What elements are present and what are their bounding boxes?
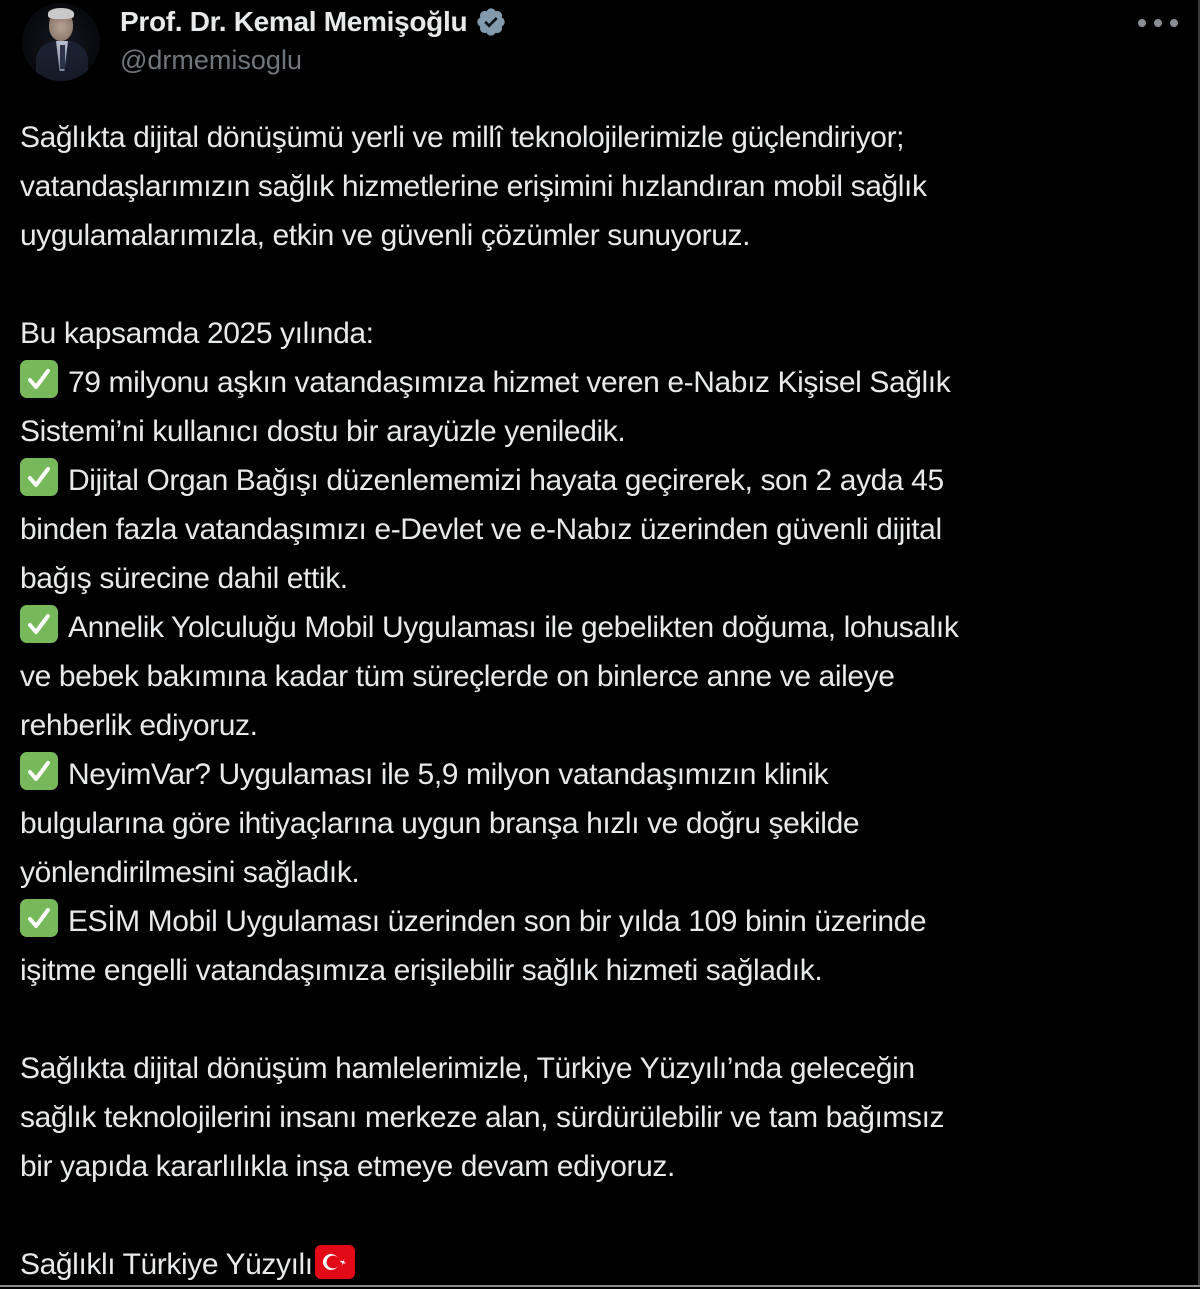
signoff-line	[20, 1240, 1190, 1289]
avatar-hair	[48, 8, 74, 19]
more-options-button[interactable]	[1138, 12, 1178, 34]
tweet-header	[0, 0, 1200, 100]
verified-badge-icon[interactable]	[475, 6, 507, 38]
signoff-text: Sağlıklı Türkiye Yüzyılı	[20, 1248, 313, 1281]
author-display-name[interactable]: Prof. Dr. Kemal Memişoğlu	[120, 6, 468, 37]
list-item-text: 79 milyonu aşkın vatandaşımıza hizmet veren e-Nabız Kişisel Sağlık	[68, 366, 951, 399]
list-item	[20, 750, 1190, 799]
more-horizontal-icon-dot	[1170, 19, 1178, 27]
text-line: vatandaşlarımızın sağlık hizmetlerine erişimini hızlandıran mobil sağlık	[20, 170, 927, 203]
list-item-text: ESİM Mobil Uygulaması üzerinden son bir yılda 109 binin üzerinde	[68, 905, 927, 938]
author-name-row	[120, 4, 507, 40]
turkey-flag-icon	[315, 1245, 355, 1279]
list-heading: Bu kapsamda 2025 yılında:	[20, 317, 374, 350]
more-horizontal-icon-dot	[1138, 19, 1146, 27]
list-item	[20, 456, 1190, 505]
tweet-text	[20, 113, 1190, 1289]
check-mark-icon	[20, 752, 58, 790]
list-item-text: NeyimVar? Uygulaması ile 5,9 milyon vatandaşımızın klinik	[68, 758, 829, 791]
list-item-text: Annelik Yolculuğu Mobil Uygulaması ile gebelikten doğuma, lohusalık	[68, 611, 959, 644]
author-handle[interactable]: @drmemisoglu	[120, 45, 302, 75]
paragraph-gap	[20, 260, 1190, 309]
paragraph-gap	[20, 1191, 1190, 1240]
text-line: Sağlıkta dijital dönüşümü yerli ve millî teknolojilerimizle güçlendiriyor;	[20, 121, 905, 154]
text-line: sağlık teknolojilerini insanı merkeze alan, sürdürülebilir ve tam bağımsız	[20, 1101, 945, 1134]
avatar[interactable]	[22, 3, 100, 81]
list-item	[20, 358, 1190, 407]
more-horizontal-icon-dot	[1154, 19, 1162, 27]
text-line: bağış sürecine dahil ettik.	[20, 562, 348, 595]
signoff-paragraph	[20, 1240, 1190, 1289]
closing-paragraph	[20, 1044, 1190, 1191]
check-mark-icon	[20, 458, 58, 496]
avatar-tie	[60, 45, 65, 69]
intro-paragraph	[20, 113, 1190, 260]
text-line: bulgularına göre ihtiyaçlarına uygun branşa hızlı ve doğru şekilde	[20, 807, 860, 840]
paragraph-gap	[20, 995, 1190, 1044]
check-mark-icon	[20, 360, 58, 398]
text-line: bir yapıda kararlılıkla inşa etmeye devam ediyoruz.	[20, 1150, 675, 1183]
list-item-text: Dijital Organ Bağışı düzenlememizi hayata geçirerek, son 2 ayda 45	[68, 464, 944, 497]
text-line: yönlendirilmesini sağladık.	[20, 856, 360, 889]
check-mark-icon	[20, 605, 58, 643]
text-line: ve bebek bakımına kadar tüm süreçlerde on binlerce anne ve aileye	[20, 660, 895, 693]
text-line: binden fazla vatandaşımızı e-Devlet ve e-Nabız üzerinden güvenli dijital	[20, 513, 942, 546]
text-line: rehberlik ediyoruz.	[20, 709, 258, 742]
text-line: Sistemi’ni kullanıcı dostu bir arayüzle yeniledik.	[20, 415, 626, 448]
text-line: uygulamalarımızla, etkin ve güvenli çözümler sunuyoruz.	[20, 219, 751, 252]
list-item	[20, 897, 1190, 946]
text-line: Sağlıkta dijital dönüşüm hamlelerimizle, Türkiye Yüzyılı’nda geleceğin	[20, 1052, 915, 1085]
check-mark-icon	[20, 899, 58, 937]
text-line: işitme engelli vatandaşımıza erişilebilir sağlık hizmeti sağladık.	[20, 954, 823, 987]
list-paragraph	[20, 309, 1190, 995]
list-item	[20, 603, 1190, 652]
